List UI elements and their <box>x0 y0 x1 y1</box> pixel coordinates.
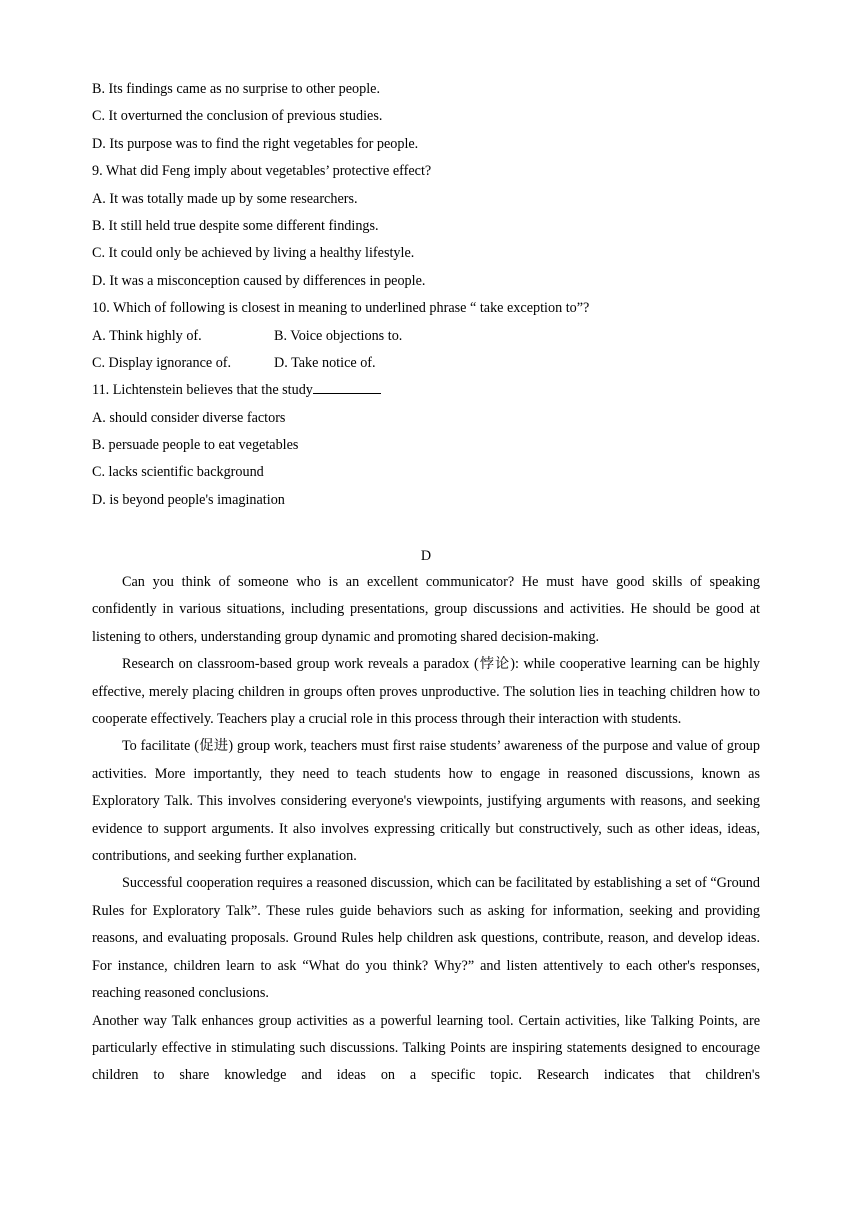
q11-option-a: A. should consider diverse factors <box>92 409 286 426</box>
q9-option-a: A. It was totally made up by some researchers. <box>92 190 358 207</box>
paragraph-1: Can you think of someone who is an excellent communicator? He must have good skills of speaking confidently in various situations, including presentations, group discussions and activities. He should be good at listening to others, understanding group dynamic and promoting shared decision-making. <box>92 574 760 645</box>
q9-option-d: D. It was a misconception caused by differences in people. <box>92 272 426 289</box>
q10-options-row-2 <box>92 352 760 379</box>
q11-option-c: C. lacks scientific background <box>92 464 264 481</box>
q9-option-b: B. It still held true despite some different findings. <box>92 217 379 234</box>
q10-option-a: A. Think highly of. <box>92 327 202 344</box>
q11-stem: 11. Lichtenstein believes that the study <box>92 382 313 399</box>
q10-option-d: D. Take notice of. <box>274 354 376 371</box>
paragraph-3: To facilitate (促进) group work, teachers must first raise students’ awareness of the purpose and value of group activities. More importantly, they need to teach students how to engage in reasoned discussions, known as Exploratory Talk. This involves considering everyone's viewpoints, justifying arguments with reasons, and seeking evidence to support arguments. It also involves expressing critically but constructively, such as other ideas, ideas, contributions, and seeking further explanation. <box>92 738 760 865</box>
paragraph-4: Successful cooperation requires a reasoned discussion, which can be facilitated by establishing a set of “Ground Rules for Exploratory Talk”. These rules guide behaviors such as asking for information, seeking and providing reasons, and evaluating proposals. Ground Rules help children ask questions, contribute, reason, and develop ideas. For instance, children learn to ask “What do you think? Why?” and listen attentively to each other's responses, reaching reasoned conclusions. <box>92 875 760 1002</box>
q11-option-d: D. is beyond people's imagination <box>92 491 285 508</box>
q11-stem-line <box>92 379 760 406</box>
paragraph-2: Research on classroom-based group work reveals a paradox (悖论): while cooperative learning can be highly effective, merely placing children in groups often proves unproductive. The solution lies in teaching children how to cooperate effectively. Teachers play a crucial role in this process through their interaction with students. <box>92 656 760 728</box>
answer-blank <box>313 379 381 394</box>
q10-option-c: C. Display ignorance of. <box>92 354 232 371</box>
q10-stem: 10. Which of following is closest in meaning to underlined phrase “ take exception to”? <box>92 300 590 317</box>
document-page <box>92 78 760 1084</box>
q10-options-row-1 <box>92 325 760 352</box>
q9-option-c: C. It could only be achieved by living a healthy lifestyle. <box>92 245 415 262</box>
section-d-body <box>92 569 760 1090</box>
q8-option-d: D. Its purpose was to find the right vegetables for people. <box>92 135 419 152</box>
paragraph-5: Another way Talk enhances group activities as a powerful learning tool. Certain activities, like Talking Points, are particularly effective in stimulating such discussions. Talking Points are inspiring statements designed to encourage children to share knowledge and ideas on a specific topic. Research indicates that children's <box>92 1012 760 1084</box>
q8-option-c: C. It overturned the conclusion of previous studies. <box>92 108 383 125</box>
q8-option-b: B. Its findings came as no surprise to other people. <box>92 81 381 97</box>
q11-option-b: B. persuade people to eat vegetables <box>92 437 299 454</box>
q10-option-b: B. Voice objections to. <box>274 327 403 344</box>
q9-stem: 9. What did Feng imply about vegetables’ protective effect? <box>92 163 432 180</box>
section-d-title: D <box>420 548 432 564</box>
